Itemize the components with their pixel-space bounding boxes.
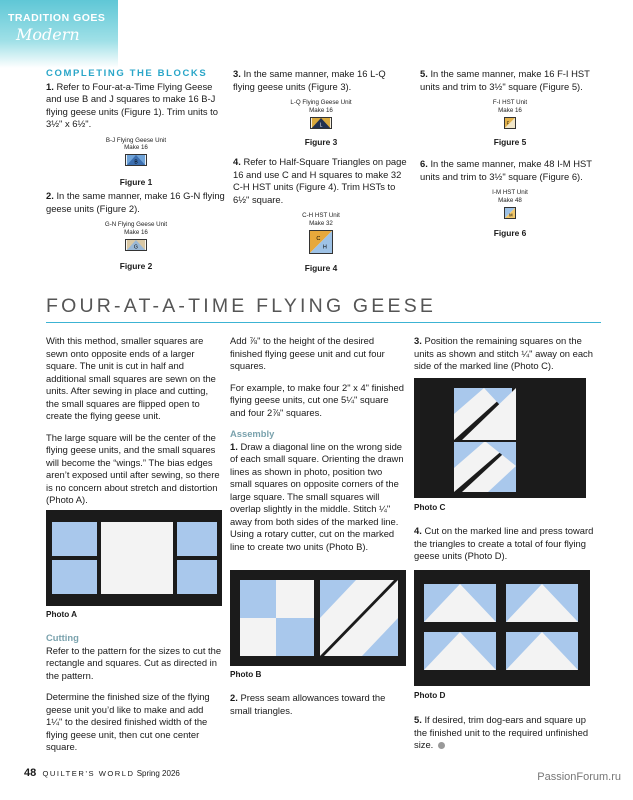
column-2-paragraph-2: For example, to make four 2" x 4" finished flying geese units, cut one 5¼" square and four 2⅞" squares. (230, 381, 404, 418)
photo-d (414, 570, 590, 686)
figure-3-caption: Figure 3 (304, 137, 338, 148)
assembly-step-5: 5. If desired, trim dog-ears and square up the finished unit to the required unfinished size. (414, 714, 589, 750)
fatfg-column-2 (230, 335, 406, 553)
figure-2-caption: Figure 2 (119, 261, 153, 272)
figure-6-caption: Figure 6 (493, 227, 527, 238)
svg-text:H: H (322, 244, 327, 251)
end-mark-icon (438, 742, 445, 749)
completing-column-3 (420, 68, 600, 239)
hst-diagram (504, 117, 516, 129)
photo-a-caption: Photo A (46, 610, 78, 619)
assembly-step-3: 3. Position the remaining squares on the units as shown and stitch ¼" away on each side of the marked line (Photo C). (414, 335, 593, 371)
tag-top-text: TRADITION GOES (8, 12, 106, 24)
cutting-heading: Cutting (46, 632, 79, 643)
svg-text:L: L (319, 121, 323, 128)
completing-column-1 (46, 68, 226, 272)
photo-d-caption: Photo D (414, 691, 446, 700)
step-5: 5. In the same manner, make 16 F-I HST units and trim to 3½" square (Figure 5). (420, 68, 590, 92)
tag-script-text: Modern (16, 25, 80, 44)
figure-4-caption: Figure 4 (304, 262, 338, 273)
completing-column-2 (233, 68, 409, 274)
figure-4: C-H HST Unit Make 32 C H (233, 212, 409, 258)
step-1: 1. Refer to Four-at-a-Time Flying Geese and use B and J squares to make 16 B-J flying geese units (Figure 1). Trim units to 3½" x 6½". (46, 80, 218, 130)
photo-a (46, 510, 222, 606)
figure-1: B-J Flying Geese Unit Make 16 B (105, 136, 167, 166)
column-2-paragraph-1: Add ⅞" to the height of the desired finished flying geese unit and cut four squares. (230, 335, 385, 371)
step-3: 3. In the same manner, make 16 L-Q flying geese units (Figure 3). (233, 68, 386, 92)
hst-diagram (504, 207, 516, 219)
photo-c-illustration (414, 378, 586, 498)
figure-6: I-M HST Unit Make 48 M (492, 189, 528, 218)
fatfg-column-1 (46, 335, 222, 516)
assembly-step-2: 2. Press seam allowances toward the small triangles. (230, 692, 386, 716)
figure-3: L-Q Flying Geese Unit Make 16 L (290, 99, 352, 128)
assembly-step-5-block (414, 714, 600, 752)
svg-text:C: C (316, 236, 321, 243)
flying-geese-diagram (310, 117, 332, 129)
assembly-step-1: 1. Draw a diagonal line on the wrong side of each small square. Orienting the drawn lines as shown in photo, position two small squares on opposite corners of the large square. The small squares will overlap slightly in the middle. Stitch ¼" away from both sides of the marked line. Using a rotary cutter, cut on the marked line to create two units (Photo B). (230, 440, 404, 552)
assembly-step-4: 4. Cut on the marked line and press toward the triangles to create a total of four flying geese units (Photo D). (414, 525, 594, 561)
assembly-heading: Assembly (230, 428, 275, 439)
watermark: PassionForum.ru (537, 771, 621, 783)
flying-geese-diagram (125, 239, 147, 251)
assembly-step-4-block (414, 525, 600, 563)
intro-paragraph-1: With this method, smaller squares are sewn onto opposite ends of a larger square. The unit is cut in half and additional small squares are sewn on the units. After sewing in place and cutting, the small squares are flipped open to create the flying geese unit. (46, 335, 216, 421)
completing-heading: COMPLETING THE BLOCKS (46, 68, 208, 79)
svg-text:M: M (509, 212, 513, 218)
page-number: 48 (24, 767, 37, 779)
svg-text:G: G (134, 243, 138, 250)
photo-b (230, 570, 406, 666)
cut-unit-diagram (320, 580, 398, 656)
photo-c (414, 378, 586, 498)
figure-2: G-N Flying Geese Unit Make 16 G (104, 221, 168, 250)
step-4: 4. Refer to Half-Square Triangles on page 16 and use C and H squares to make 32 C-H HST units (Figure 4). Trim HSTs to 6½" square. (233, 156, 407, 205)
figure-1-caption: Figure 1 (119, 176, 153, 187)
cutting-paragraph-2: Determine the finished size of the flying geese unit you’d like to make and add 1¼" to the desired finished width of the flying geese unit, then cut one center square. (46, 691, 210, 752)
svg-text:F: F (506, 120, 510, 126)
assembly-step-2-block (230, 692, 406, 717)
intro-paragraph-2: The large square will be the center of the flying geese units, and the small squares will become the “wings.” The bias edges aren’t exposed until after sewing, so there is no concern about stretch and distortion (Photo A). (46, 431, 220, 505)
figure-5: F-I HST Unit Make 16 F (420, 99, 600, 133)
fatfg-column-3 (414, 335, 600, 373)
flying-geese-diagram (125, 154, 147, 166)
section-divider (46, 322, 601, 323)
figure-5-caption: Figure 5 (493, 137, 527, 148)
hst-diagram (309, 230, 333, 254)
photo-d-illustration (414, 570, 590, 686)
svg-text:B: B (134, 159, 138, 166)
section-title: FOUR-AT-A-TIME FLYING GEESE (46, 295, 437, 317)
step-2: 2. In the same manner, make 16 G-N flying geese units (Figure 2). (46, 190, 225, 214)
issue-date: Spring 2026 (136, 769, 180, 778)
photo-c-caption: Photo C (414, 503, 446, 512)
cutting-section (46, 632, 222, 763)
footer (24, 766, 180, 781)
step-6: 6. In the same manner, make 48 I-M HST units and trim to 3½" square (Figure 6). (420, 158, 592, 182)
section-tag (0, 0, 118, 68)
magazine-name: QUILTER’S WORLD (42, 769, 135, 778)
photo-b-caption: Photo B (230, 670, 262, 679)
cutting-paragraph-1: Refer to the pattern for the sizes to cut the rectangle and squares. Cut as directed in the pattern. (46, 644, 222, 681)
